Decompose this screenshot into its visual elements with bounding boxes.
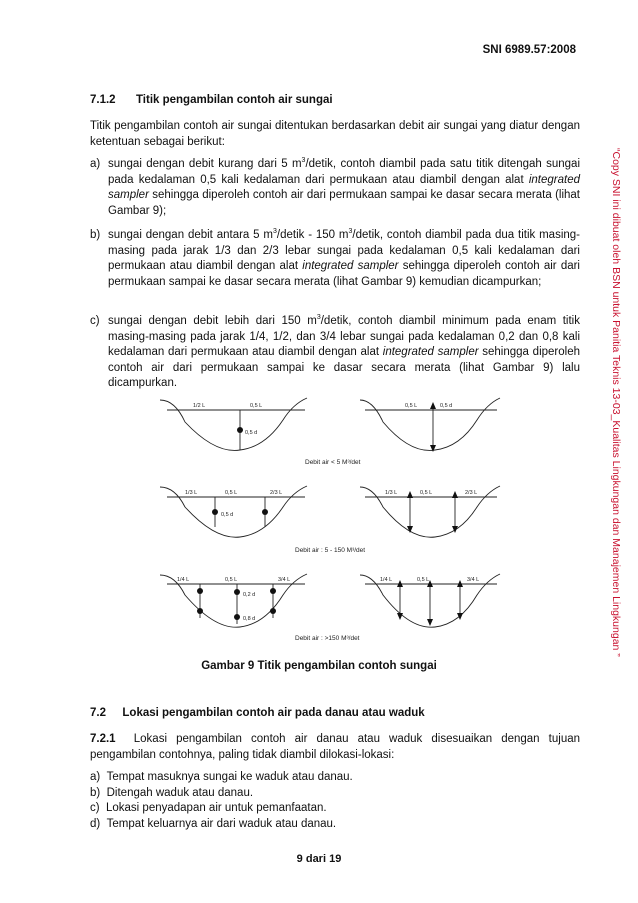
sampling-point [237, 427, 243, 433]
fig-label: 0,5 L [225, 577, 238, 583]
document-code: SNI 6989.57:2008 [482, 44, 576, 56]
arrow-head [457, 613, 463, 620]
fig-label: 1/2 L [193, 403, 206, 409]
section-number: 7.1.2 [90, 94, 116, 106]
river-cross-section [360, 398, 500, 450]
item-text: sehingga diperoleh contoh air dari permukaan sampai ke dasar secara merata (lihat Gambar 9); [108, 189, 580, 217]
row-caption: Debit air < 5 M³/det [305, 459, 361, 466]
superscript: 3 [348, 228, 353, 236]
sampling-point [234, 614, 240, 620]
superscript: 3 [316, 314, 321, 322]
sampling-point [197, 608, 203, 614]
item-text: /detik - 150 m [276, 229, 349, 241]
fig-label: 0,5 L [420, 490, 433, 496]
item-text: sungai dengan debit antara 5 m [108, 229, 273, 241]
river-cross-section [160, 398, 307, 450]
section-heading-7-2 [90, 707, 425, 719]
item-text: /detik, contoh diambil pada satu titik ditengah sungai pada kedalaman 0,5 kali kedalaman dari permukaan atau diambil dengan alat [108, 158, 581, 186]
arrow-head [452, 526, 458, 533]
list-item-a [90, 157, 580, 219]
arrow-head [397, 613, 403, 620]
arrow-head [397, 580, 403, 587]
fig-label: 0,5 d [221, 512, 234, 518]
term-integrated-sampler: integrated sampler [382, 346, 479, 358]
section-intro: Titik pengambilan contoh air sungai ditentukan berdasarkan debit air sungai yang diatur dengan ketentuan sebagai berikut: [90, 120, 580, 148]
list-letter: b) [90, 229, 101, 241]
fig-label: 0,5 L [250, 403, 263, 409]
item-text: /detik, contoh diambil minimum pada enam titik masing-masing pada jarak 1/4, 1/2, dan 3/4 lebar sungai pada kedalaman 0,2 dan 0,8 kali kedalaman dari permukaan atau diambil dengan alat [108, 315, 580, 358]
fig-label: 2/3 L [270, 490, 283, 496]
fig-label: 0,5 L [417, 577, 430, 583]
page-number: 9 dari 19 [296, 853, 342, 865]
fig-label: 1/3 L [385, 490, 398, 496]
fig-label: 0,8 d [243, 616, 256, 622]
list-letter: c) [90, 315, 100, 327]
section-title: Lokasi pengambilan contoh air pada danau atau waduk [122, 707, 425, 719]
river-sampling-figure [155, 392, 515, 647]
location-list [90, 770, 353, 832]
section-number: 7.2.1 [90, 733, 116, 745]
item-text: sungai dengan debit lebih dari 150 m [108, 315, 317, 327]
figure-caption: Gambar 9 Titik pengambilan contoh sungai [201, 660, 437, 672]
list-item: d) Tempat keluarnya air dari waduk atau danau. [90, 817, 337, 830]
copyright-side-note: “Copy SNI ini dibuat oleh BSN untuk Panitia Teknis 13-03_Kualitas Lingkungan dan Manajemen Lingkungan ” [610, 148, 622, 657]
list-letter: a) [90, 158, 101, 170]
list-item: c) Lokasi penyadapan air untuk pemanfaatan. [90, 802, 327, 814]
fig-label: 3/4 L [467, 577, 480, 583]
sampling-point [270, 588, 276, 594]
fig-label: 1/3 L [185, 490, 198, 496]
section-title: Titik pengambilan contoh air sungai [135, 94, 333, 106]
superscript: 3 [272, 228, 277, 236]
term-integrated-sampler: integrated sampler [108, 173, 580, 201]
fig-label: 3/4 L [278, 577, 291, 583]
fig-label: 0,5 d [245, 430, 258, 436]
item-text: sehingga diperoleh contoh air dari permukaan sampai ke dasar secara merata (lihat Gambar 9) lalu dicampurkan. [108, 346, 580, 389]
arrow-head [427, 619, 433, 626]
item-text: sungai dengan debit kurang dari 5 m [108, 158, 302, 170]
list-item-b [90, 228, 580, 290]
arrow-head [430, 445, 436, 452]
arrow-head [452, 491, 458, 498]
sampling-point [212, 509, 218, 515]
arrow-head [430, 402, 436, 409]
superscript: 3 [301, 157, 306, 165]
item-text: /detik, contoh diambil pada dua titik masing-masing pada jarak 1/3 dan 2/3 lebar sungai pada kedalaman 0,5 kali kedalaman dari permukaan atau diambil dengan alat [108, 229, 581, 272]
sampling-point [234, 589, 240, 595]
section-7-2-1 [90, 732, 580, 763]
sampling-point [270, 608, 276, 614]
fig-label: 2/3 L [465, 490, 478, 496]
list-item: a) Tempat masuknya sungai ke waduk atau danau. [90, 771, 353, 783]
term-integrated-sampler: integrated sampler [302, 260, 399, 272]
arrow-head [457, 580, 463, 587]
section-number: 7.2 [90, 707, 106, 719]
sampling-point [197, 588, 203, 594]
sampling-point [262, 509, 268, 515]
fig-label: 0,5 d [440, 403, 453, 409]
fig-label: 1/4 L [177, 577, 190, 583]
item-text: sehingga diperoleh contoh air dari permukaan sampai ke dasar secara merata (lihat Gambar 9) kemudian dicampurkan; [108, 260, 580, 288]
fig-label: 0,5 L [405, 403, 418, 409]
row-caption: Debit air : >150 M³/det [295, 635, 360, 642]
list-item-c [90, 314, 580, 392]
fig-label: 0,2 d [243, 592, 256, 598]
list-item: b) Ditengah waduk atau danau. [90, 786, 254, 799]
section-text: Lokasi pengambilan contoh air danau atau waduk disesuaikan dengan tujuan pengambilan contohnya, paling tidak diambil dilokasi-lokasi: [90, 733, 581, 761]
section-heading-7-1-2 [90, 94, 333, 106]
fig-label: 1/4 L [380, 577, 393, 583]
row-caption: Debit air : 5 - 150 M³/det [295, 547, 366, 554]
arrow-head [407, 491, 413, 498]
fig-label: 0,5 L [225, 490, 238, 496]
